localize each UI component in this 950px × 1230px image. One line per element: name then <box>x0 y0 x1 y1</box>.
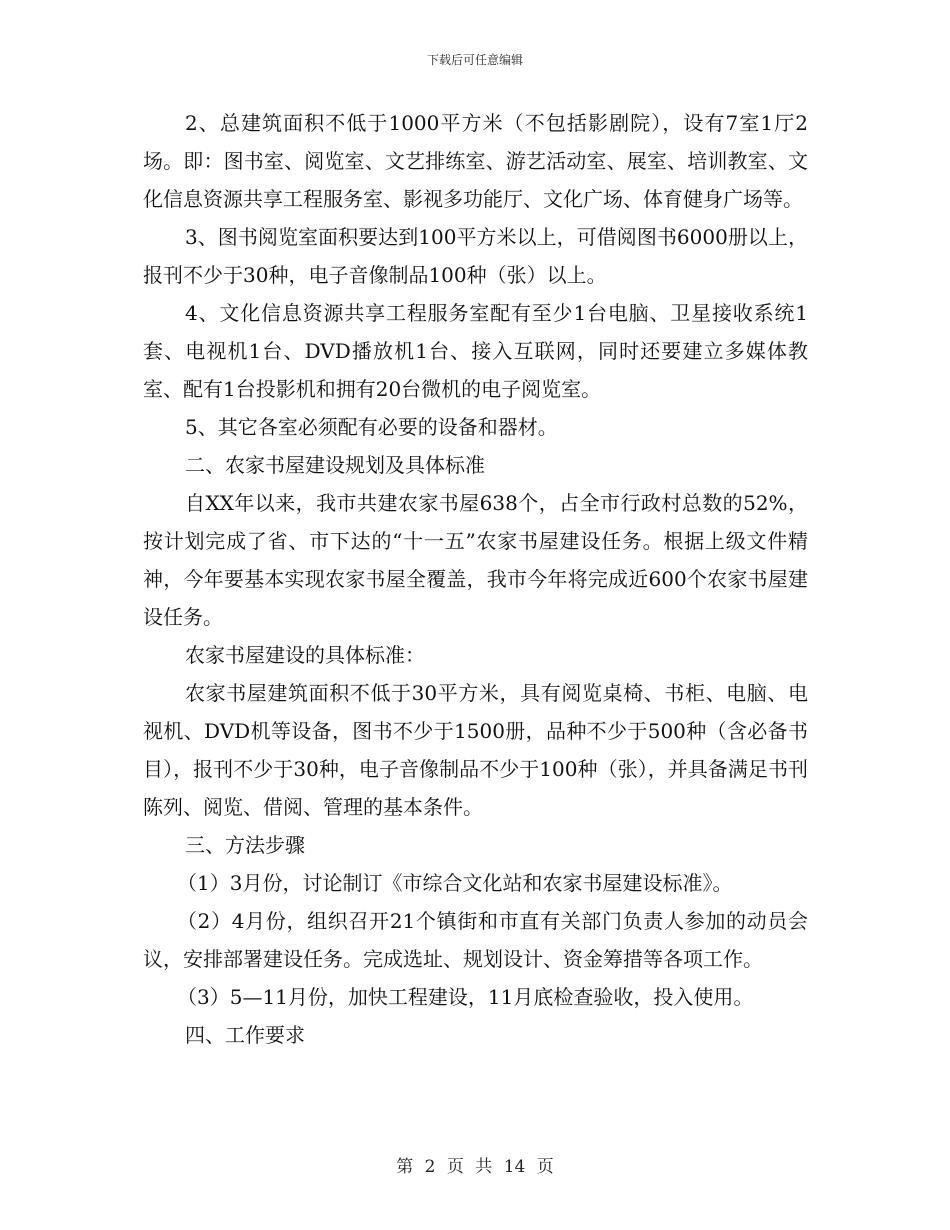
paragraph-item-5: 5、其它各室必须配有必要的设备和器材。 <box>185 415 558 439</box>
section-heading-2: 二、农家书屋建设规划及具体标准 <box>185 453 485 477</box>
page-number-footer: 第 2 页 共 14 页 <box>396 1157 554 1177</box>
paragraph-standard: 农家书屋建筑面积不低于30平方米，具有阅览桌椅、书柜、电脑、电视机、DVD机等设备，图书不少于1500册，品种不少于500种（含必备书目），报刊不少于30种，电子音像制品不少于100种（张），并具备满足书刊陈列、阅览、借阅、管理的基本条件。 <box>143 681 808 819</box>
page-header: 下载后可任意编辑 <box>426 53 523 67</box>
section-heading-3: 三、方法步骤 <box>185 833 305 857</box>
paragraph-item-4: 4、文化信息资源共享工程服务室配有至少1台电脑、卫星接收系统1套、电视机1台、DVD播放机1台、接入互联网，同时还要建立多媒体教室、配有1台投影机和拥有20台微机的电子阅览室。 <box>143 301 808 401</box>
paragraph-step-1: （1）3月份，讨论制订《市综合文化站和农家书屋建设标准》。 <box>177 871 733 895</box>
paragraph-standard-label: 农家书屋建设的具体标准： <box>185 643 425 667</box>
paragraph-item-3: 3、图书阅览室面积要达到100平方米以上，可借阅图书6000册以上，报刊不少于30种，电子音像制品100种（张）以上。 <box>143 225 808 287</box>
paragraph-step-3: （3）5—11月份，加快工程建设，11月底检查验收，投入使用。 <box>177 985 754 1009</box>
section-heading-4: 四、工作要求 <box>185 1023 305 1047</box>
paragraph-item-2: 2、总建筑面积不低于1000平方米（不包括影剧院），设有7室1厅2场。即：图书室、阅览室、文艺排练室、游艺活动室、展室、培训教室、文化信息资源共享工程服务室、影视多功能厅、文化广场、体育健身广场等。 <box>143 111 808 211</box>
document-body <box>143 104 808 1054</box>
paragraph-step-2: （2）4月份，组织召开21个镇街和市直有关部门负责人参加的动员会议，安排部署建设任务。完成选址、规划设计、资金筹措等各项工作。 <box>143 909 808 971</box>
paragraph-progress: 自XX年以来，我市共建农家书屋638个，占全市行政村总数的52%，按计划完成了省、市下达的“十一五”农家书屋建设任务。根据上级文件精神，今年要基本实现农家书屋全覆盖，我市今年将完成近600个农家书屋建设任务。 <box>143 491 808 629</box>
